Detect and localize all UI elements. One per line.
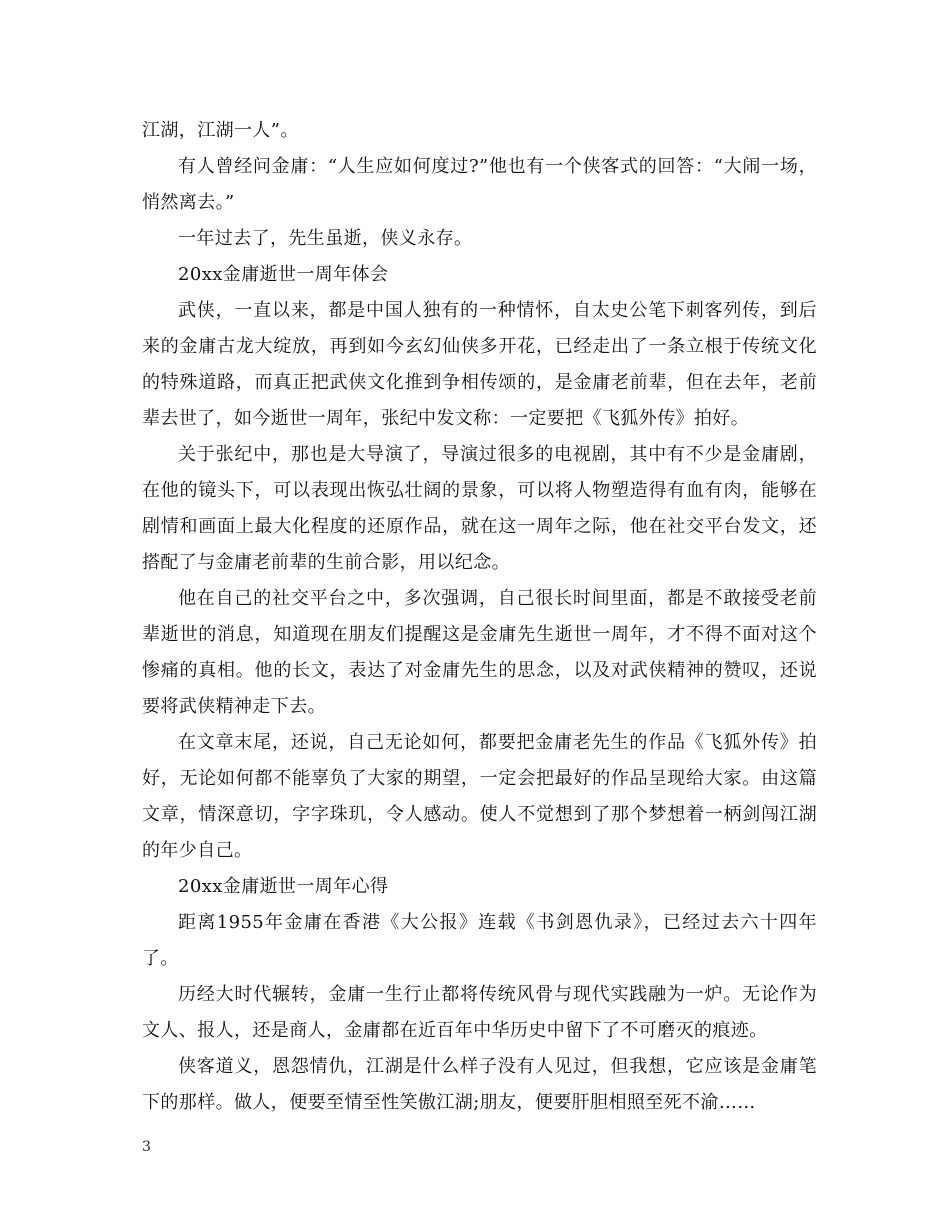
section-heading: 20xx金庸逝世一周年体会	[178, 264, 389, 285]
paragraph: 侠客道义，恩怨情仇，江湖是什么样子没有人见过，但我想，它应该是金庸笔下的那样。做人，便要至情至性笑傲江湖;朋友，便要肝胆相照至死不渝……	[142, 1056, 817, 1113]
paragraph: 关于张纪中，那也是大导演了，导演过很多的电视剧，其中有不少是金庸剧，在他的镜头下，可以表现出恢弘壮阔的景象，可以将人物塑造得有血有肉，能够在剧情和画面上最大化程度的还原作品，就在这一周年之际，他在社交平台发文，还搭配了与金庸老前辈的生前合影，用以纪念。	[142, 444, 817, 573]
paragraph: 在文章末尾，还说，自己无论如何，都要把金庸老先生的作品《飞狐外传》拍好，无论如何都不能辜负了大家的期望，一定会把最好的作品呈现给大家。由这篇文章，情深意切，字字珠玑，令人感动。使人不觉想到了那个梦想着一柄剑闯江湖的年少自己。	[142, 732, 817, 861]
paragraph: 一年过去了，先生虽逝，侠义永存。	[178, 228, 473, 249]
paragraph: 武侠，一直以来，都是中国人独有的一种情怀，自太史公笔下刺客列传，到后来的金庸古龙大绽放，再到如今玄幻仙侠多开花，已经走出了一条立根于传统文化的特殊道路，而真正把武侠文化推到争相传颂的，是金庸老前辈，但在去年，老前辈去世了，如今逝世一周年，张纪中发文称：一定要把《飞狐外传》拍好。	[142, 300, 817, 429]
section-heading: 20xx金庸逝世一周年心得	[178, 876, 389, 897]
paragraph: 有人曾经问金庸：“人生应如何度过?”他也有一个侠客式的回答：“大闹一场，悄然离去。”	[142, 156, 817, 213]
paragraph: 历经大时代辗转，金庸一生行止都将传统风骨与现代实践融为一炉。无论作为文人、报人，还是商人，金庸都在近百年中华历史中留下了不可磨灭的痕迹。	[142, 984, 817, 1041]
paragraph-continuation: 江湖，江湖一人”。	[142, 120, 299, 141]
document-body	[142, 113, 817, 1121]
paragraph: 他在自己的社交平台之中，多次强调，自己很长时间里面，都是不敢接受老前辈逝世的消息，知道现在朋友们提醒这是金庸先生逝世一周年，才不得不面对这个惨痛的真相。他的长文，表达了对金庸先生的思念，以及对武侠精神的赞叹，还说要将武侠精神走下去。	[142, 588, 817, 717]
page-number: 3	[142, 1139, 151, 1155]
paragraph: 距离1955年金庸在香港《大公报》连载《书剑恩仇录》，已经过去六十四年了。	[142, 912, 817, 969]
